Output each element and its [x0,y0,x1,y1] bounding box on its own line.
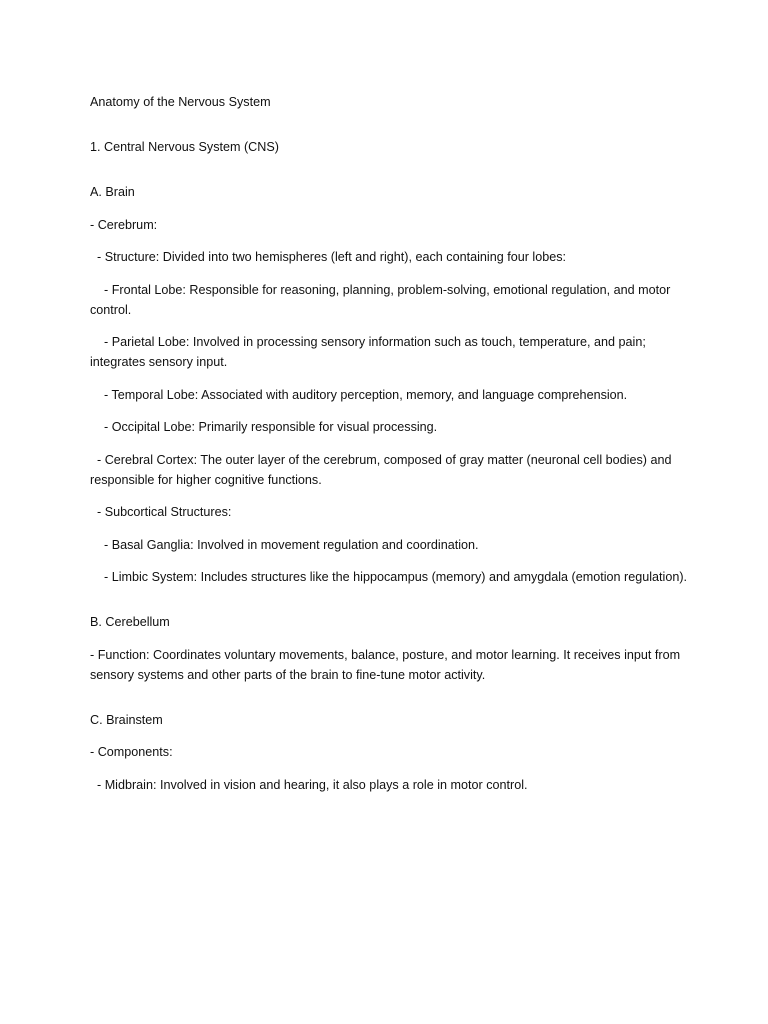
subsection-heading-brainstem: C. Brainstem [90,712,163,727]
document-body [90,92,690,807]
subsection-heading-brain: A. Brain [90,185,135,199]
list-item-cerebral-cortex: - Cerebral Cortex: The outer layer of the cerebrum, composed of gray matter (neuronal cell bodies) and responsible for higher cognitive functions. [90,452,675,487]
subsection-heading-cerebellum: B. Cerebellum [90,615,170,629]
list-item-frontal-lobe: - Frontal Lobe: Responsible for reasoning, planning, problem-solving, emotional regulation, and motor control. [90,282,674,317]
list-item-structure: - Structure: Divided into two hemispheres (left and right), each containing four lobes: [90,250,567,264]
section-heading-cns: 1. Central Nervous System (CNS) [90,140,279,154]
document-title: Anatomy of the Nervous System [90,95,271,109]
list-item-midbrain: - Midbrain: Involved in vision and hearing, it also plays a role in motor control. [90,777,528,792]
list-item-basal-ganglia: - Basal Ganglia: Involved in movement regulation and coordination. [90,537,479,552]
list-item-cerebrum: - Cerebrum: [90,217,158,232]
list-item-limbic-system: - Limbic System: Includes structures like the hippocampus (memory) and amygdala (emotion regulation). [90,570,688,584]
list-item-occipital-lobe: - Occipital Lobe: Primarily responsible for visual processing. [90,420,438,434]
list-item-parietal-lobe: - Parietal Lobe: Involved in processing sensory information such as touch, temperature, and pain; integrates sensory input. [90,335,650,369]
list-item-subcortical-structures: - Subcortical Structures: [90,505,232,519]
list-item-components: - Components: [90,745,173,759]
list-item-cerebellum-function: - Function: Coordinates voluntary movements, balance, posture, and motor learning. It receives input from sensory systems and other parts of the brain to fine-tune motor activity. [90,647,684,682]
list-item-temporal-lobe: - Temporal Lobe: Associated with auditory perception, memory, and language comprehension. [90,387,628,402]
